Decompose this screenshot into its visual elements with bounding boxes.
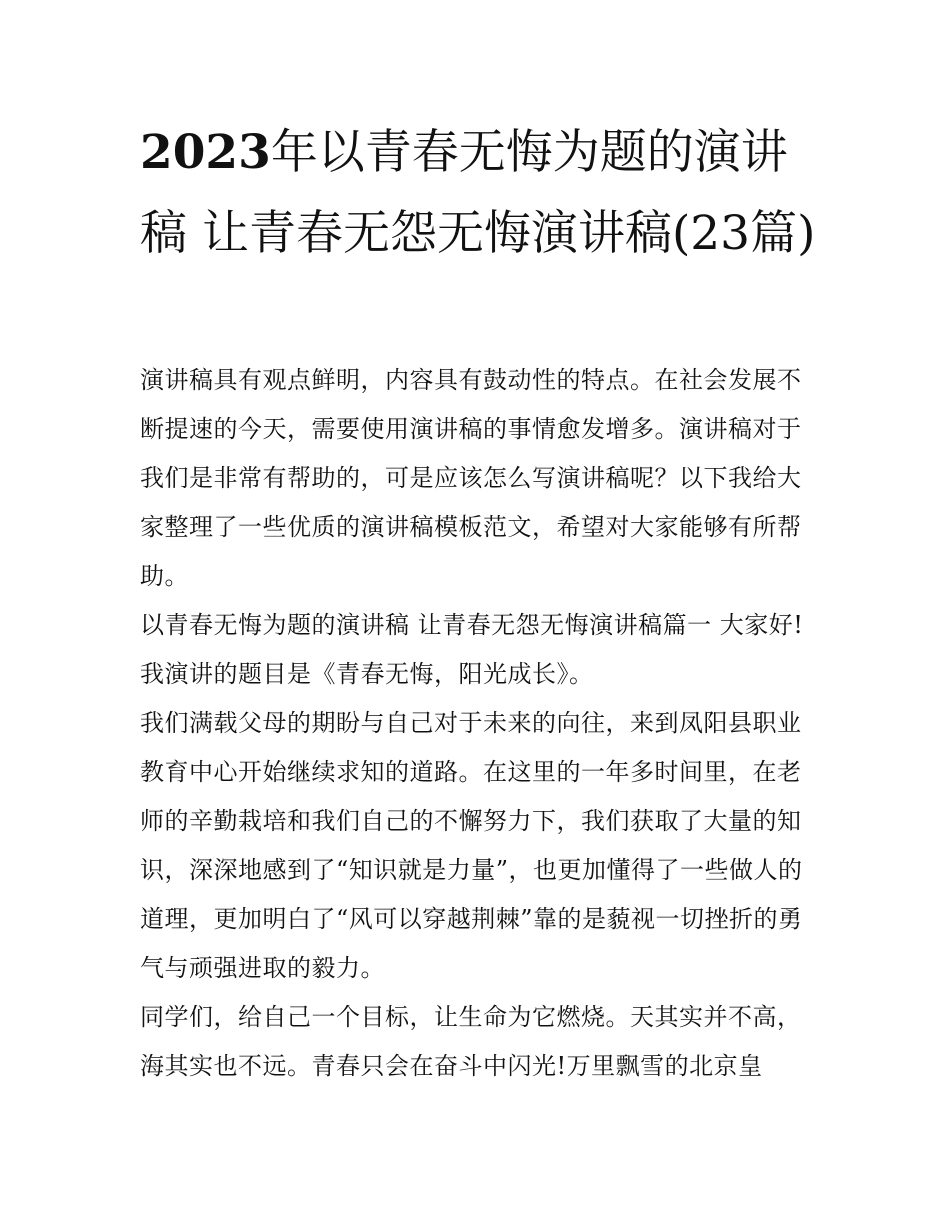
document-body: [140, 356, 822, 1091]
paragraph-goal: 同学们，给自己一个目标，让生命为它燃烧。天其实并不高，海其实也不远。青春只会在奋斗中闪光!万里飘雪的北京皇: [140, 1003, 802, 1080]
paragraph-school: 我们满载父母的期盼与自己对于未来的向往，来到凤阳县职业教育中心开始继续求知的道路。在这里的一年多时间里，在老师的辛勤栽培和我们自己的不懈努力下，我们获取了大量的知识，深深地感到了“知识就是力量”，也更加懂得了一些做人的道理，更加明白了“风可以穿越荆棘”靠的是藐视一切挫折的勇气与顽强进取的毅力。: [140, 709, 803, 982]
document-title: [140, 112, 820, 274]
title-year: 2023: [140, 125, 271, 180]
paragraph-intro: 演讲稿具有观点鲜明，内容具有鼓动性的特点。在社会发展不断提速的今天，需要使用演讲稿的事情愈发增多。演讲稿对于我们是非常有帮助的，可是应该怎么写演讲稿呢？以下我给大家整理了一些优质的演讲稿模板范文，希望对大家能够有所帮助。: [140, 366, 802, 590]
title-text: 年以青春无悔为题的演讲稿 让青春无怨无悔演讲稿(23篇): [140, 125, 816, 261]
paragraph-greeting: 以青春无悔为题的演讲稿 让青春无怨无悔演讲稿篇一 大家好!我演讲的题目是《青春无悔，阳光成长》。: [140, 611, 804, 688]
